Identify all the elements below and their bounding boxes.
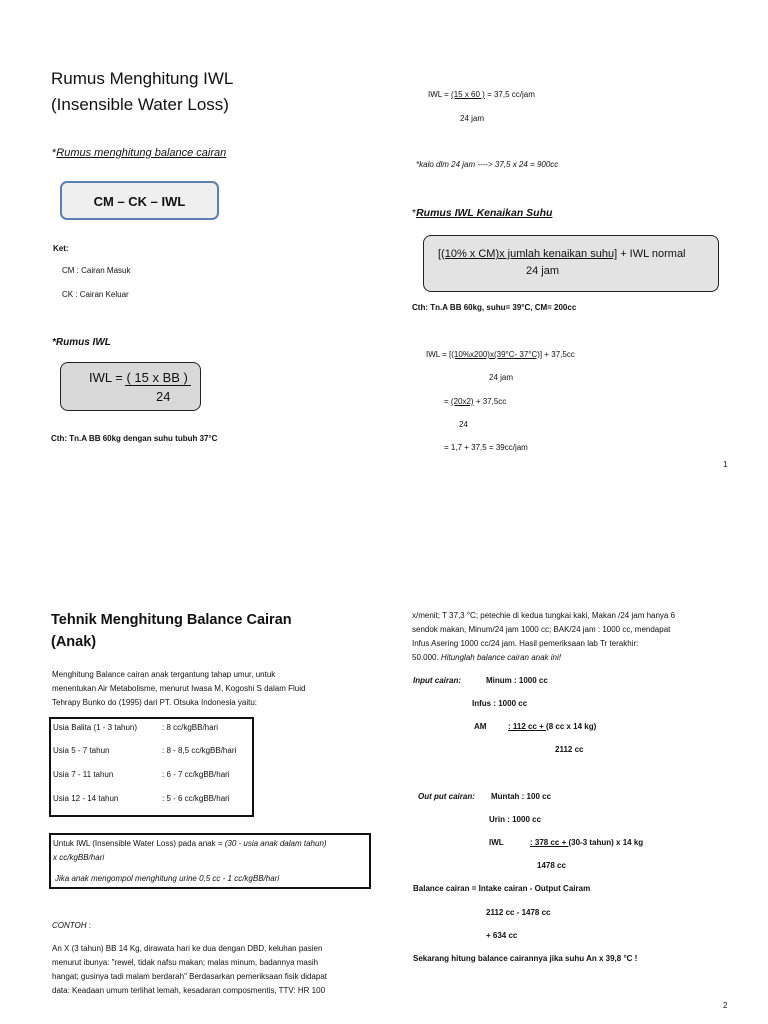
iwl-anak-box: Untuk IWL (Insensible Water Loss) pada anak = (30 - usia anak dalam tahun) x cc/kgBB/hari Jika anak mengompol menghitung urine 0,5 cc - 1 cc/kgBB/hari bbox=[49, 833, 371, 889]
ket-cm: CM : Cairan Masuk bbox=[62, 266, 131, 275]
output-iwl-value: : 378 cc + (30-3 tahun) x 14 kg bbox=[530, 838, 644, 847]
slide-1-title: Rumus Menghitung IWL (Insensible Water Loss) bbox=[51, 69, 234, 114]
formula-box-iwl: IWL = ( 15 x BB ) 24 bbox=[60, 362, 201, 411]
iwl-calc-denominator: 24 jam bbox=[460, 114, 485, 123]
final-question: Sekarang hitung balance cairannya jika suhu An x 39,8 °C ! bbox=[413, 954, 638, 963]
suhu-calc-line-1: IWL = [(10%x200)x(39°C- 37°C)] + 37,5cc bbox=[426, 350, 575, 359]
suhu-calc-line-3: = (20x2) + 37,5cc bbox=[444, 397, 507, 406]
note-24-jam: *kalo dlm 24 jam ----> 37,5 x 24 = 900cc bbox=[416, 160, 559, 169]
fraction-line bbox=[125, 385, 191, 386]
case-paragraph-continued: x/menit; T 37,3 °C; petechie di kedua tungkai kaki, Makan /24 jam hanya 6 sendok makan, Minum/24 jam 1000 cc; BAK/24 jam : 1000 cc, mendapat Infus Asering 1000 cc/24 jam. Hasil pemeriksaan lab Tr terakhir: 50.000. Hitunglah balance cairan anak ini! bbox=[412, 611, 676, 662]
example-2: Cth: Tn.A BB 60kg, suhu= 39°C, CM= 200cc bbox=[412, 303, 577, 312]
formula-box-suhu: [(10% x CM)x jumlah kenaikan suhu] + IWL normal 24 jam bbox=[423, 235, 719, 292]
balance-formula: Balance cairan = Intake cairan - Output Cairam bbox=[413, 884, 591, 893]
iwl-heading: *Rumus IWL bbox=[52, 337, 111, 348]
intro-paragraph: Menghitung Balance cairan anak tergantung tahap umur, untuk menentukan Air Metabolisme, menurut Iwasa M, Kogoshi S dalam Fluid Tehrapy Bunko do (1995) dari PT. Otsuka Indonesia yaitu: bbox=[52, 670, 306, 707]
page-number-1: 1 bbox=[723, 460, 728, 469]
ket-ck: CK : Cairan Keluar bbox=[62, 290, 129, 299]
input-total: 2112 cc bbox=[555, 745, 584, 754]
input-am-value: : 112 cc + (8 cc x 14 kg) bbox=[508, 722, 597, 731]
balance-result: + 634 cc bbox=[486, 931, 518, 940]
age-row: Usia 7 - 11 tahun bbox=[53, 770, 114, 779]
suhu-calc-line-4: 24 bbox=[459, 420, 468, 429]
output-iwl: IWL bbox=[489, 838, 504, 847]
output-muntah: Muntah : 100 cc bbox=[491, 792, 552, 801]
suhu-heading: *Rumus IWL Kenaikan Suhu bbox=[412, 207, 553, 219]
age-row: Usia 12 - 14 tahun bbox=[53, 794, 119, 803]
slide-2-title: Tehnik Menghitung Balance Cairan (Anak) bbox=[51, 612, 292, 650]
balance-heading: *Rumus menghitung balance cairan bbox=[52, 147, 227, 159]
iwl-calc-line: IWL = (15 x 60 ) = 37,5 cc/jam bbox=[428, 90, 535, 99]
input-infus: Infus : 1000 cc bbox=[472, 699, 528, 708]
output-urin: Urin : 1000 cc bbox=[489, 815, 542, 824]
page-number-2: 2 bbox=[723, 1001, 728, 1010]
ket-label: Ket: bbox=[53, 244, 69, 253]
output-label: Out put cairan: bbox=[418, 792, 475, 801]
suhu-calc-line-2: 24 jam bbox=[489, 373, 514, 382]
case-paragraph: An X (3 tahun) BB 14 Kg, dirawata hari ke dua dengan DBD, keluhan pasien menurut ibunya: "rewel, tidak nafsu makan; malas minum, badannya masih hangat; gusinya tadi malam berdarah" Berdasarkan pemeriksaan fisik didapat data: Keadaan umum terlihat lemah, kesadaran composmentis, TTV: HR 100 bbox=[52, 944, 327, 995]
formula-box-main: CM – CK – IWL bbox=[60, 181, 219, 220]
age-row: Usia 5 - 7 tahun bbox=[53, 746, 110, 755]
suhu-calc-line-5: = 1,7 + 37,5 = 39cc/jam bbox=[444, 443, 528, 452]
balance-calc: 2112 cc - 1478 cc bbox=[486, 908, 551, 917]
age-row: Usia Balita (1 - 3 tahun) bbox=[53, 723, 138, 732]
input-label: Input cairan: bbox=[413, 676, 462, 685]
age-table: Usia Balita (1 - 3 tahun) : 8 cc/kgBB/hari Usia 5 - 7 tahun : 8 - 8,5 cc/kgBB/hari Usia 7 - 11 tahun : 6 - 7 cc/kgBB/hari Usia 12 - 14 tahun : 5 - 6 cc/kgBB/hari bbox=[49, 717, 254, 817]
output-total: 1478 cc bbox=[537, 861, 566, 870]
example-1: Cth: Tn.A BB 60kg dengan suhu tubuh 37°C bbox=[51, 434, 218, 443]
input-minum: Minum : 1000 cc bbox=[486, 676, 548, 685]
contoh-label: CONTOH : bbox=[52, 921, 91, 930]
input-am: AM bbox=[474, 722, 487, 731]
